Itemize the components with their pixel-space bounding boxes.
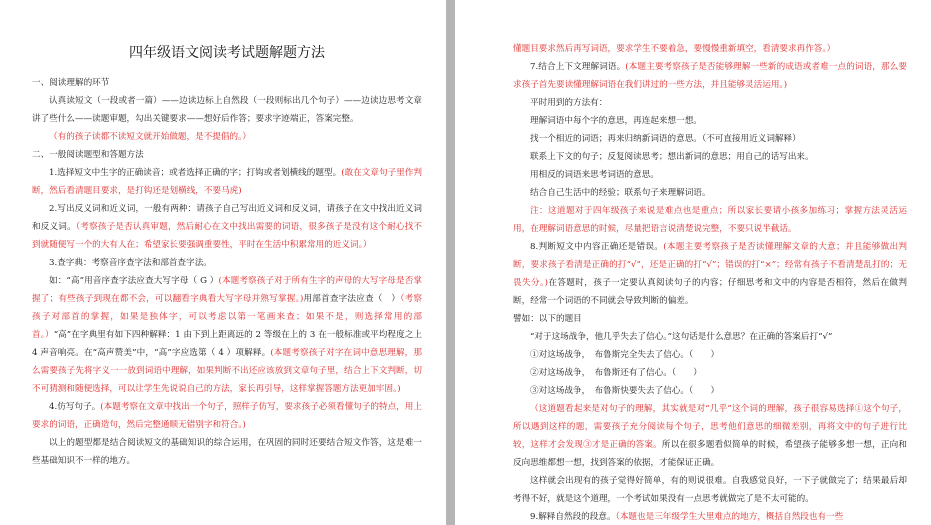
- paragraph: [513, 184, 907, 202]
- body-text: 理解词语中每个字的意思，再连起来想一想。: [530, 116, 702, 126]
- body-text: 用部首查字法应查（ ）: [303, 294, 401, 304]
- paragraph: [513, 58, 907, 94]
- paragraph: [513, 166, 907, 184]
- body-text: 自我感觉良好，一下子就做完了；结果最后却考得不好，就是这个道理，一个考试如果没有一点思考就做完了是不太可能的。: [513, 476, 907, 504]
- paragraph: [513, 148, 907, 166]
- paragraph: [513, 40, 907, 58]
- body-text: 用相反的词语来思考词语的意思。: [530, 170, 659, 180]
- paragraph: [513, 346, 907, 364]
- annotation-text: 注：这道题对于四年级孩子来说是难点也是重点；所以家长要请小孩多加练习；掌握方法灵活运用，在理解词语意思的时候，尽量把语言说清楚说完整，不要只说半截话。: [513, 206, 907, 234]
- paragraph: [513, 112, 907, 130]
- body-text: 所以在很多题看似简单的时候，希望孩子能够多想一想，正向和反向思维都想一想，找到答案的依据，才能保证正确。: [513, 440, 907, 468]
- paragraph: [513, 310, 907, 328]
- left-page-body: [32, 74, 422, 470]
- paragraph: [32, 254, 422, 272]
- body-text: 这样就会出现有的孩子觉得好简单，有的则说很难。: [530, 476, 732, 486]
- body-text: 8.判断短文中内容正确还是错误。: [530, 242, 664, 252]
- page-title: 四年级语文阅读考试题解题方法: [129, 45, 325, 61]
- body-text: 结合自己生活中的经验；联系句子来理解词语。: [530, 188, 711, 198]
- annotation-text: （本题也是三年级学生大里难点的地方，概括自然段也有一些: [615, 512, 844, 522]
- body-text: “对于这场战争，他几乎失去了信心。”这句话是什么意思？在正确的答案后打“√”: [530, 332, 833, 342]
- paragraph: [32, 398, 422, 434]
- paragraph: [513, 238, 907, 310]
- paragraph: [513, 130, 907, 148]
- paragraph: [513, 202, 907, 238]
- document-page-right: [455, 0, 931, 525]
- body-text: 二、一般阅读题型和答题方法: [32, 150, 144, 160]
- body-text: 平时用到的方法有：: [530, 98, 608, 108]
- body-text: 找一个相近的词语；再来归纳新词语的意思。（不可直接用近义词解释）: [530, 134, 801, 144]
- paragraph: [32, 92, 422, 128]
- body-text: 譬如：以下的题目: [513, 314, 582, 324]
- page-gutter: [446, 0, 455, 525]
- body-text: 7.结合上下文理解词语。: [530, 62, 626, 72]
- annotation-text: (敢在文章句子里作判断，然后看清题目要求，是打钩还是划横线，不要马虎): [32, 168, 423, 196]
- body-text: 认真读短文（一段或者一篇）——边读边标上自然段（一段则标出几个句子）——边读边思考文章讲了些什么——读题审题，勾出关键要求——想好后作答；要求字迹端正，答案完整。: [32, 96, 422, 124]
- paragraph: [513, 382, 907, 400]
- body-text: ③对这场战争， 布鲁斯快要失去了信心。（ ）: [530, 386, 720, 396]
- body-text: 9.解释自然段的段意。: [530, 512, 616, 522]
- annotation-text: (本题考察在文章中找出一个句子，照样子仿写，要求孩子必须看懂句子的特点，用上要求的词语，正确造句，然后完整通顺无错别字和符合。): [32, 402, 423, 430]
- paragraph: [32, 164, 422, 200]
- document-page-left: [0, 0, 446, 525]
- annotation-text: (本题考察孩子对字在词中意思理解，那么需要孩子先将字义一一放到词语中理解，如果判断不出还应该放到文章句子里，结合上下文判断，切不可猜测和随便选择，可以让学生先说说自己的方法，家长再引导，这样掌握答题方法更加牢固。): [32, 348, 422, 394]
- body-text: “高”在字典里有如下四种解释：1 由下到上距离远的 2 等级在上的 3 在一般标准或平均程度之上 4 声音响亮。在“高声赞美”中，“高”字应选第（ 4 ）项解释。: [32, 330, 422, 358]
- annotation-text: （考察孩子是否认真审题，然后耐心在文中找出需要的词语，很多孩子是没有这个耐心找不到就随便写一个的大有人在；希望家长要强调重要性，平时在生活中积累常用的近义词。）: [32, 222, 422, 250]
- body-text: ②对这场战争， 布鲁斯还有了信心。（ ）: [530, 368, 702, 378]
- paragraph: [513, 508, 907, 525]
- body-text: 一、阅读理解的环节: [32, 78, 110, 88]
- body-text: 1.选择短文中生字的正确读音；或者选择正确的字；打钩或者划横线的题型。: [49, 168, 342, 178]
- body-text: 2.写出反义词和近义词，一般有两种：请孩子自己写出近义词和反义词，请孩子在文中找出近义词和反义词。: [32, 204, 422, 232]
- body-text: 联系上下文的句子；反复阅读思考；想出新词的意思；用自己的话写出来。: [530, 152, 814, 162]
- paragraph: [513, 94, 907, 112]
- paragraph: [513, 400, 907, 472]
- annotation-text: (本题主要考察孩子是否读懂理解文章的大意；并且能够做出判断，要求孩子看清是正确的打“√”，还是正确的打“√”；错误的打“×”；经常有孩子不看清楚乱打的；无畏失分。): [513, 242, 908, 288]
- annotation-text: （这道题看起来是对句子的理解，其实就是对“几乎”这个词的理解，孩子很容易选择①这个句子，所以遇到这样的题，需要孩子充分阅读每个句子，思考他们意思的细微差别，再将文中的句子进行比较，这样才会发现③才是正确的答案。: [513, 404, 907, 450]
- paragraph: [32, 434, 422, 470]
- paragraph: [513, 328, 907, 346]
- annotation-text: (本题考察孩子对于所有生字的声母的大写字母是否掌握了；有些孩子到现在都不会，可以翻看字典看大写字母并熟写掌握。): [32, 276, 422, 304]
- body-text: 4.仿写句子。: [49, 402, 101, 412]
- annotation-text: （有的孩子读都不读短文就开始做题，是不提倡的。）: [49, 132, 251, 142]
- annotation-text: （考察孩子对部首的掌握，如果是独体字，可以考虑以第一笔画来查；如果不是，则选择常用的部首。）: [32, 294, 422, 340]
- annotation-text: (本题主要考察孩子是否能够理解一些新的成语或者难一点的词语，那么要求孩子首先要读懂理解词语在我们讲过的一些方法，并且能够灵活运用。): [513, 62, 907, 90]
- annotation-text: 懂题目要求然后再写词语，要求学生不要着急，要慢慢重新填空，看清要求再作答。）: [513, 44, 836, 54]
- paragraph: [32, 146, 422, 164]
- paragraph: [32, 128, 422, 146]
- right-page-body: [513, 40, 907, 525]
- body-text: 如：“高”用音序查字法应查大写字母（ G ）: [49, 276, 219, 286]
- paragraph: [513, 364, 907, 382]
- body-text: 以上的题型都是结合阅读短文的基础知识的综合运用，在巩固的同时还要结合短文作答，这是难一些基础知识不一样的地方。: [32, 438, 422, 466]
- paragraph: [32, 200, 422, 254]
- paragraph: [32, 74, 422, 92]
- paragraph: [32, 272, 422, 398]
- body-text: 在答题时，孩子一定要认真阅读句子的内容；仔细思考和文中的内容是否相符，然后在做判断，经常一个词语的不同就会导致判断的偏差。: [513, 278, 907, 306]
- body-text: ①对这场战争， 布鲁斯完全失去了信心。（ ）: [530, 350, 720, 360]
- paragraph: [513, 472, 907, 508]
- body-text: 3.查字典：考察音序查字法和部首查字法。: [49, 258, 212, 268]
